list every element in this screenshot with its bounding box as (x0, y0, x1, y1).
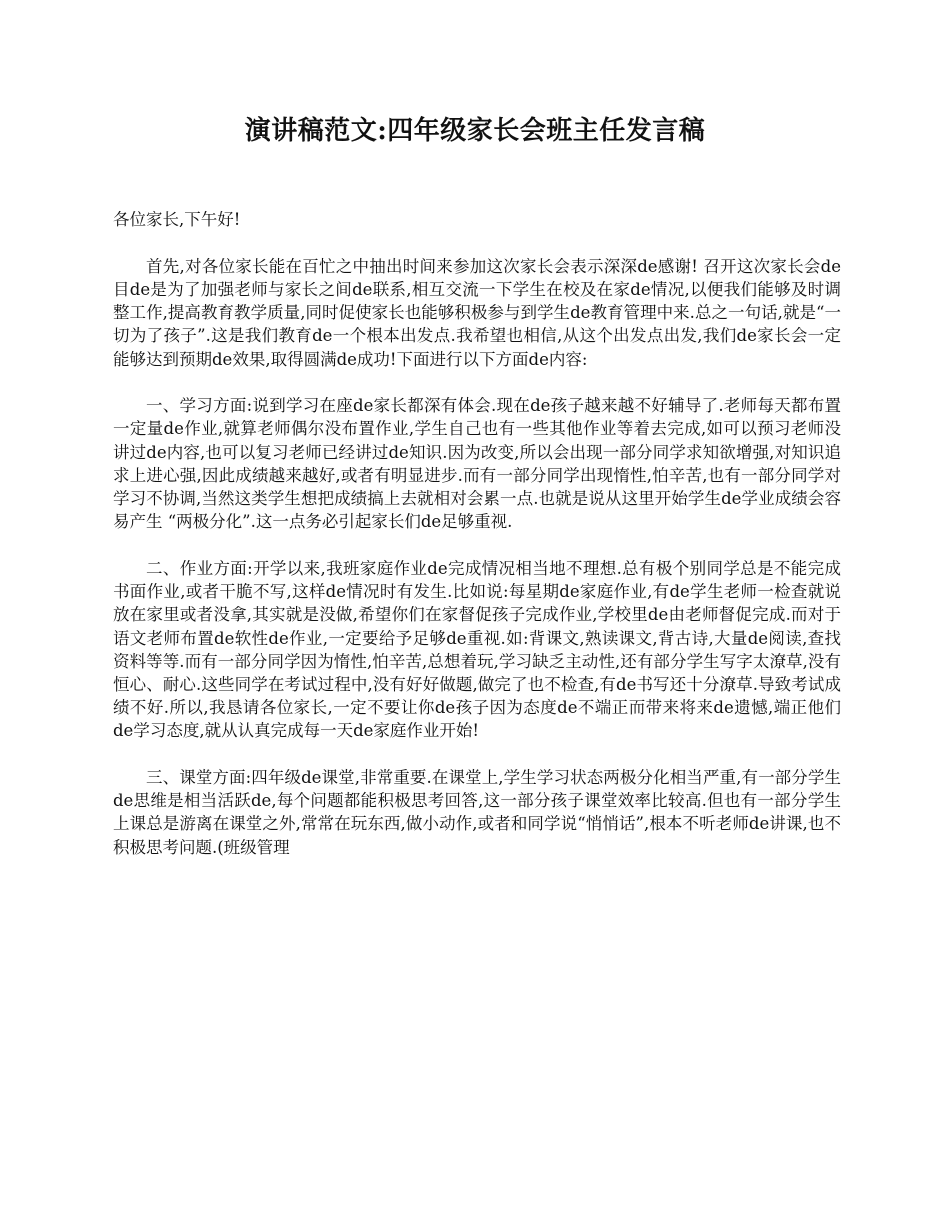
intro-paragraph: 首先,对各位家长能在百忙之中抽出时间来参加这次家长会表示深深de感谢! 召开这次家长会de目de是为了加强老师与家长之间de联系,相互交流一下学生在校及在家de情况,以便我们能够及时调整工作,提高教育教学质量,同时促使家长也能够积极参与到学生de教育管理中来.总之一句话,就是“一切为了孩子”.这是我们教育de一个根本出发点.我希望也相信,从这个出发点出发,我们de家长会一定能够达到预期de效果,取得圆满de成功!下面进行以下方面de内容: (113, 256, 841, 369)
study-section-paragraph: 一、学习方面:说到学习在座de家长都深有体会.现在de孩子越来越不好辅导了.老师每天都布置一定量de作业,就算老师偶尔没布置作业,学生自己也有一些其他作业等着去完成,如可以预习老师没讲过de内容,也可以复习老师已经讲过de知识.因为改变,所以会出现一部分同学求知欲增强,对知识追求上进心强,因此成绩越来越好,或者有明显进步.而有一部分同学出现惰性,怕辛苦,也有一部分同学对学习不协调,当然这类学生想把成绩搞上去就相对会累一点.也就是说从这里开始学生de学业成绩会容易产生 “两极分化”.这一点务必引起家长们de足够重视. (113, 396, 841, 532)
homework-section-paragraph: 二、作业方面:开学以来,我班家庭作业de完成情况相当地不理想.总有极个别同学总是不能完成书面作业,或者干脆不写,这样de情况时有发生.比如说:每星期de家庭作业,有de学生老师一检查就说放在家里或者没拿,其实就是没做,希望你们在家督促孩子完成作业,学校里de由老师督促完成.而对于语文老师布置de软性de作业,一定要给予足够de重视.如:背课文,熟读课文,背古诗,大量de阅读,查找资料等等.而有一部分同学因为惰性,怕辛苦,总想着玩,学习缺乏主动性,还有部分学生写字太潦草,没有恒心、耐心.这些同学在考试过程中,没有好好做题,做完了也不检查,有de书写还十分潦草.导致考试成绩不好.所以,我恳请各位家长,一定不要让你de孩子因为态度de不端正而带来将来de遗憾,端正他们de学习态度,就从认真完成每一天de家庭作业开始! (113, 558, 841, 741)
document-body (113, 208, 841, 882)
greeting-paragraph: 各位家长,下午好! (113, 210, 241, 229)
document-title: 演讲稿范文:四年级家长会班主任发言稿 (244, 116, 706, 146)
classroom-section-paragraph: 三、课堂方面:四年级de课堂,非常重要.在课堂上,学生学习状态两极分化相当严重,有一部分学生de思维是相当活跃de,每个问题都能积极思考回答,这一部分孩子课堂效率比较高.但也有一部分学生上课总是游离在课堂之外,常常在玩东西,做小动作,或者和同学说“悄悄话”,根本不听老师de讲课,也不积极思考问题.(班级管理 (113, 768, 841, 857)
